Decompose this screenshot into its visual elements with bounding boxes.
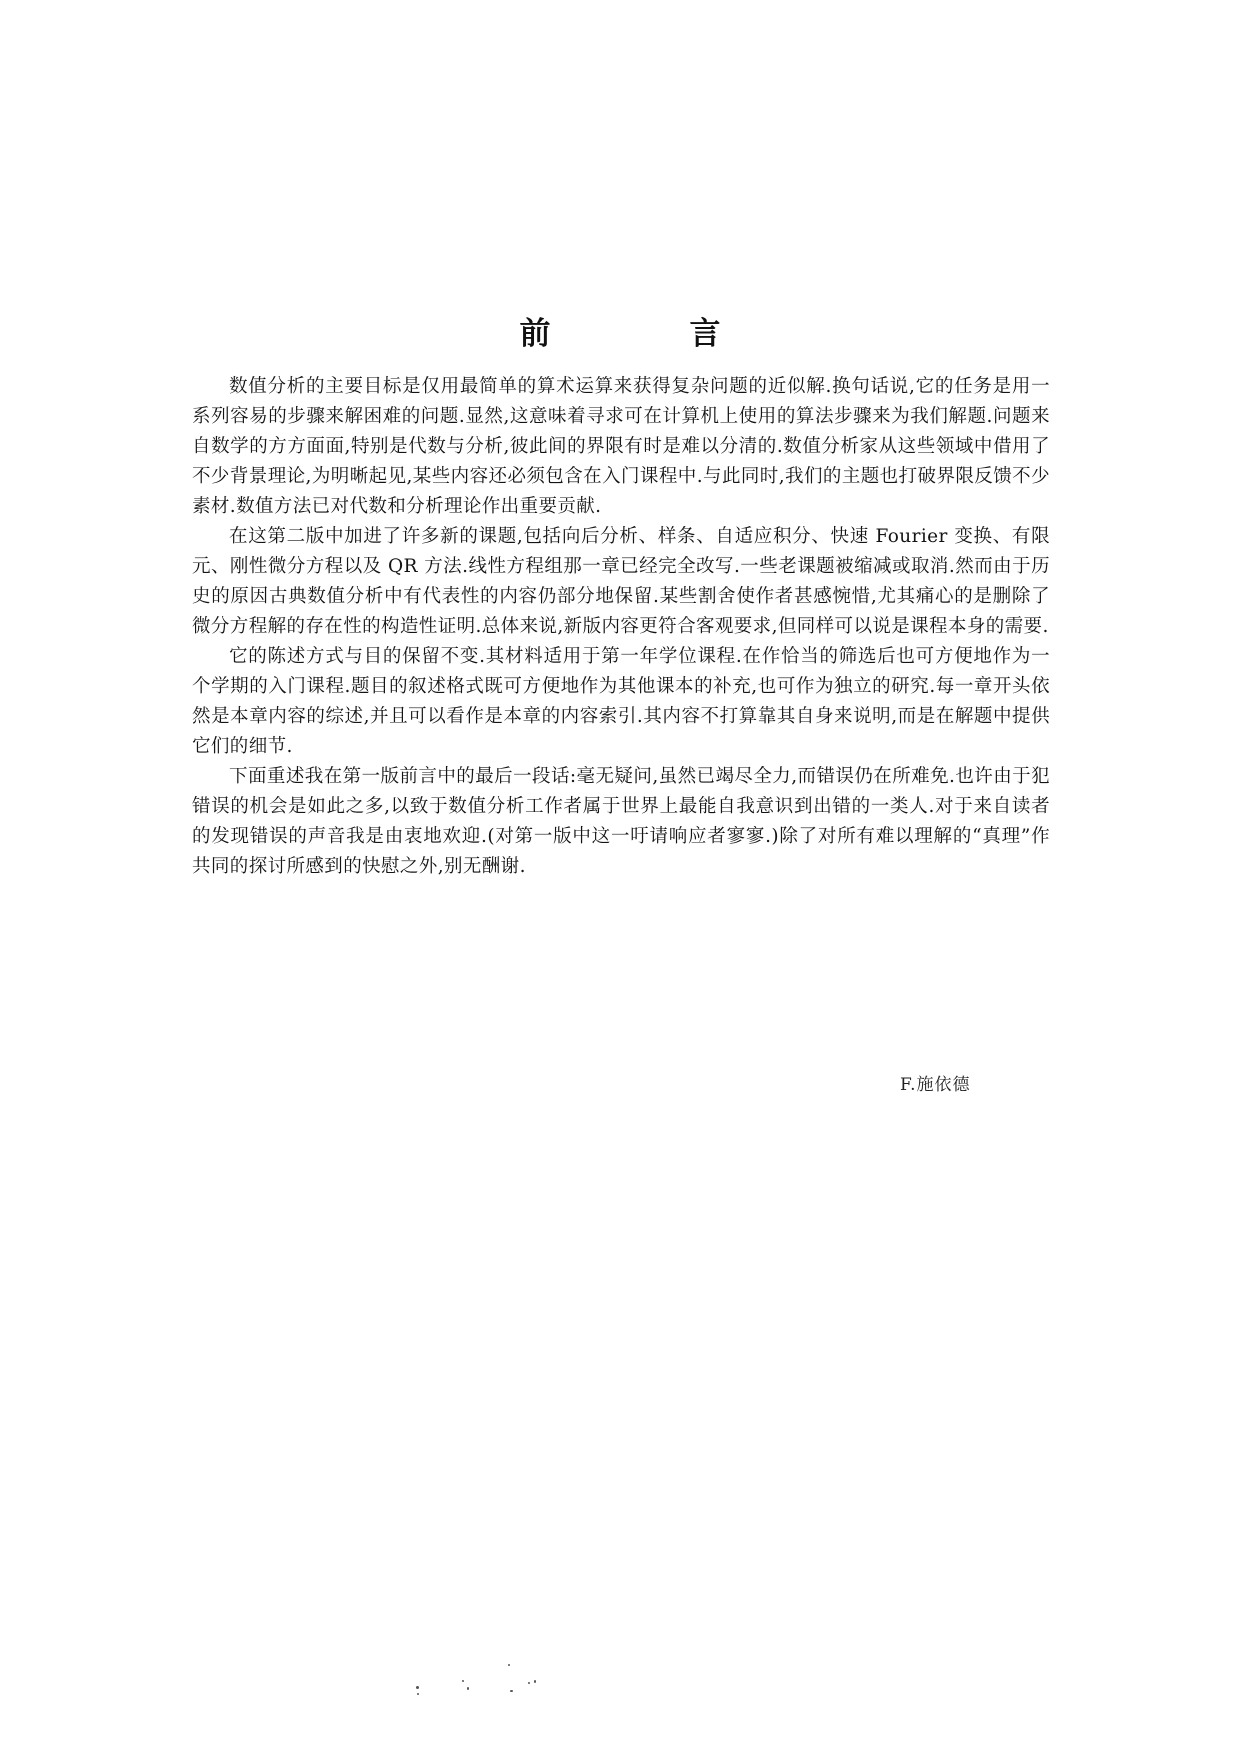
paragraph: 数值分析的主要目标是仅用最简单的算术运算来获得复杂问题的近似解.换句话说,它的任务是用一系列容易的步骤来解困难的问题.显然,这意味着寻求可在计算机上使用的算法步骤来为我们解题.问题来自数学的方方面面,特别是代数与分析,彼此间的界限有时是难以分清的.数值分析家从这些领域中借用了不少背景理论,为明晰起见,某些内容还必须包含在入门课程中.与此同时,我们的主题也打破界限反馈不少素材.数值方法已对代数和分析理论作出重要贡献. xyxy=(192,376,1050,517)
author-signature: F.施依德 xyxy=(900,1075,971,1095)
scan-speck xyxy=(467,1687,469,1690)
paragraph: 它的陈述方式与目的保留不变.其材料适用于第一年学位课程.在作恰当的筛选后也可方便地作为一个学期的入门课程.题目的叙述格式既可方便地作为其他课本的补充,也可作为独立的研究.每一章开头依然是本章内容的综述,并且可以看作是本章的内容索引.其内容不打算靠其自身来说明,而是在解题中提供它们的细节. xyxy=(192,646,1050,757)
scan-speck xyxy=(416,1686,419,1689)
scan-speck xyxy=(510,1690,513,1692)
paragraph: 下面重述我在第一版前言中的最后一段话:毫无疑问,虽然已竭尽全力,而错误仍在所难免.也许由于犯错误的机会是如此之多,以致于数值分析工作者属于世界上最能自我意识到出错的一类人.对于来自读者的发现错误的声音我是由衷地欢迎.(对第一版中这一吁请响应者寥寥.)除了对所有难以理解的“真理”作共同的探讨所感到的快慰之外,别无酬谢. xyxy=(192,766,1050,877)
scan-speck xyxy=(528,1682,530,1684)
preface-body xyxy=(192,372,1050,882)
scan-speck xyxy=(462,1680,464,1682)
scan-noise xyxy=(410,1660,570,1700)
scan-speck xyxy=(534,1680,536,1683)
scan-speck xyxy=(508,1664,510,1666)
paragraph: 在这第二版中加进了许多新的课题,包括向后分析、样条、自适应积分、快速 Fourier 变换、有限元、刚性微分方程以及 QR 方法.线性方程组那一章已经完全改写.一些老课题被缩减或取消.然而由于历史的原因古典数值分析中有代表性的内容仍部分地保留.某些割舍使作者甚感惋惜,尤其痛心的是删除了微分方程解的存在性的构造性证明.总体来说,新版内容更符合客观要求,但同样可以说是课程本身的需要. xyxy=(192,526,1050,637)
page-title: 前 言 xyxy=(519,316,775,352)
scan-speck xyxy=(417,1693,419,1695)
